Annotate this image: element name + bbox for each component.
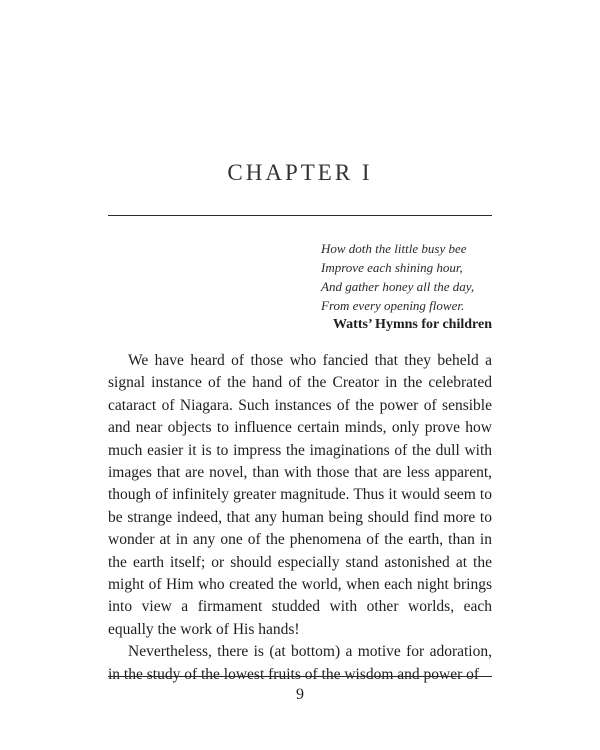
epigraph-line: Improve each shining hour, (321, 260, 463, 275)
page-number: 9 (296, 686, 304, 703)
bottom-rule (108, 676, 492, 677)
epigraph-line: And gather honey all the day, (321, 279, 475, 294)
epigraph-line: From every opening flower. (321, 298, 465, 313)
top-rule (108, 215, 492, 216)
epigraph-line: How doth the little busy bee (321, 241, 467, 256)
paragraph: Nevertheless, there is (at bottom) a motive for adoration, in the study of the lowest fruits of the wisdom and power of (108, 643, 492, 683)
body-text (108, 350, 492, 686)
paragraph: We have heard of those who fancied that they beheld a signal instance of the hand of the Creator in the celebrated cataract of Niagara. Such instances of the power of sensible and near objects to influence certain minds, only prove how much easier it is to impress the imaginations of the dull with images that are novel, than with those that are less apparent, though of infinitely greater magnitude. Thus it would seem to be strange indeed, that any human being should find more to wonder at in any one of the phenomena of the earth, than in the earth itself; or should especially stand astonished at the might of Him who created the world, when each night brings into view a firmament studded with other worlds, each equally the work of His hands! (108, 352, 492, 638)
epigraph-attribution: Watts’ Hymns for children (332, 317, 492, 332)
chapter-title: CHAPTER I (227, 160, 373, 185)
epigraph (321, 239, 511, 315)
